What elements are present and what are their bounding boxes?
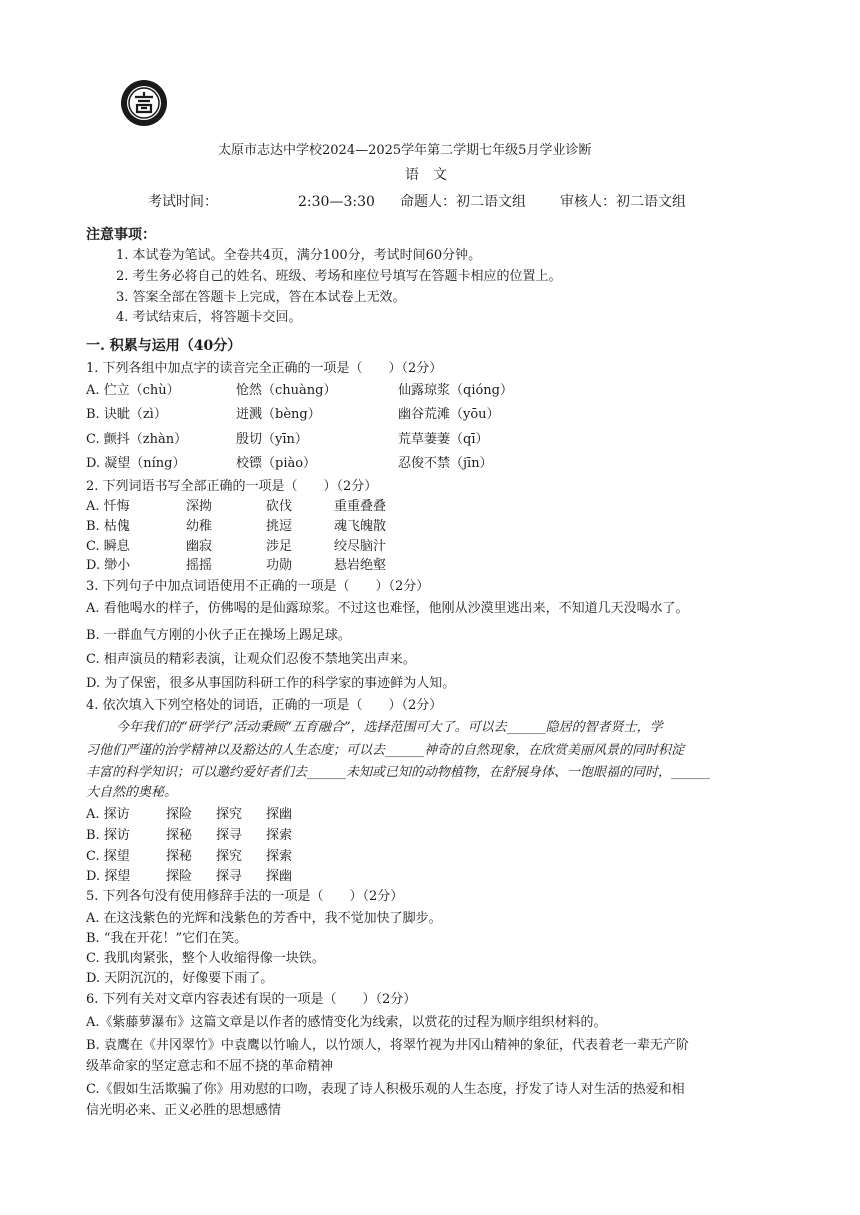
q1-a-2: 怆然（chuàng） xyxy=(236,383,337,398)
q4-passage-line: 丰富的科学知识；可以邀约爱好者们去______未知或已知的动物植物，在舒展身体、一饱眼福的同时，______ xyxy=(86,765,711,780)
q1-c-2: 殷切（yīn） xyxy=(236,432,308,447)
q1-b-1: B. 诀眦（zì） xyxy=(86,407,167,422)
q6-stem: 6. 下列有关对文章内容表述有误的一项是（ ）（2分） xyxy=(86,992,417,1007)
q2-b-1: B. 枯傀 xyxy=(86,519,130,534)
note-item: 1. 本试卷为笔试。全卷共4页，满分100分，考试时间60分钟。 xyxy=(116,248,482,263)
q6-line: 信光明必来、正义必胜的思想感情 xyxy=(86,1103,282,1118)
q2-stem: 2. 下列词语书写全部正确的一项是（ ）（2分） xyxy=(86,479,378,494)
notes-heading: 注意事项： xyxy=(86,227,156,243)
q5-option-c: C. 我肌肉紧张，整个人收缩得像一块铁。 xyxy=(86,951,325,966)
q4-d-1: D. 探望 xyxy=(86,869,131,884)
time-label: 考试时间： xyxy=(148,194,218,210)
time-value: 2:30—3:30 xyxy=(298,194,375,210)
q4-c-2: 探秘 xyxy=(166,849,193,864)
q2-b-3: 挑逗 xyxy=(266,519,293,534)
q2-c-1: C. 瞬息 xyxy=(86,539,130,554)
q2-a-3: 砍伐 xyxy=(266,499,293,514)
exam-title: 太原市志达中学校2024—2025学年第二学期七年级5月学业诊断 xyxy=(218,143,592,158)
q5-option-b: B. “我在开花！”它们在笑。 xyxy=(86,931,248,946)
q4-c-3: 探究 xyxy=(216,849,243,864)
note-item: 3. 答案全部在答题卡上完成，答在本试卷上无效。 xyxy=(116,290,406,305)
q1-c-1: C. 颤抖（zhàn） xyxy=(86,432,188,447)
q1-d-3: 忍俊不禁（jīn） xyxy=(398,456,493,471)
q3-option-b: B. 一群血气方刚的小伙子正在操场上踢足球。 xyxy=(86,628,351,643)
q2-d-2: 摇摇 xyxy=(186,558,213,573)
q4-passage-line: 今年我们的“研学行”活动秉顾“五育融合”，选择范围可大了。可以去______隐居的智者贤士，学 xyxy=(116,720,663,735)
q4-b-3: 探寻 xyxy=(216,828,243,843)
q2-b-2: 幼稚 xyxy=(186,519,213,534)
q6-line: C.《假如生活欺骗了你》用劝慰的口吻，表现了诗人积极乐观的人生态度，抒发了诗人对生活的热爱和相 xyxy=(86,1082,685,1097)
q2-c-3: 涉足 xyxy=(266,539,293,554)
q3-option-c: C. 相声演员的精彩表演，让观众们忍俊不禁地笑出声来。 xyxy=(86,652,416,667)
q3-option-d: D. 为了保密，很多从事国防科研工作的科学家的事迹鲜为人知。 xyxy=(86,676,456,691)
q4-c-4: 探索 xyxy=(266,849,293,864)
q4-stem: 4. 依次填入下列空格处的词语，正确的一项是（ ）（2分） xyxy=(86,698,443,713)
q5-stem: 5. 下列各句没有使用修辞手法的一项是（ ）（2分） xyxy=(86,889,404,904)
q4-passage-line: 习他们严谨的治学精神以及豁达的人生态度；可以去______神奇的自然现象，在欣赏美丽风景的同时积淀 xyxy=(86,743,685,758)
q2-b-4: 魂飞魄散 xyxy=(334,519,387,534)
q2-a-4: 重重叠叠 xyxy=(334,499,387,514)
q2-a-1: A. 忏悔 xyxy=(86,499,130,514)
q5-option-a: A. 在这浅紫色的光辉和浅紫色的芳香中，我不觉加快了脚步。 xyxy=(86,911,442,926)
q4-d-2: 探险 xyxy=(166,869,193,884)
q4-d-4: 探幽 xyxy=(266,869,293,884)
q2-d-3: 功勋 xyxy=(266,558,293,573)
q3-option-a: A. 看他喝水的样子，仿佛喝的是仙露琼浆。不过这也难怪，他刚从沙漠里逃出来，不知道几天没喝水了。 xyxy=(86,601,689,616)
q4-a-4: 探幽 xyxy=(266,807,293,822)
note-item: 2. 考生务必将自己的姓名、班级、考场和座位号填写在答题卡相应的位置上。 xyxy=(116,269,562,284)
q1-b-3: 幽谷荒滩（yōu） xyxy=(398,407,500,422)
q1-b-2: 迸溅（bèng） xyxy=(236,407,321,422)
q5-option-d: D. 天阴沉沉的，好像要下雨了。 xyxy=(86,971,274,986)
q6-line: A.《紫藤萝瀑布》这篇文章是以作者的感情变化为线索，以赏花的过程为顺序组织材料的。 xyxy=(86,1015,607,1030)
q1-stem: 1. 下列各组中加点字的读音完全正确的一项是（ ）（2分） xyxy=(86,361,443,376)
school-logo xyxy=(120,79,168,127)
q1-a-3: 仙露琼浆（qióng） xyxy=(398,383,514,398)
q1-d-2: 校镖（piào） xyxy=(236,456,317,471)
subject: 语 文 xyxy=(405,167,447,183)
q2-d-1: D. 缈小 xyxy=(86,558,131,573)
q1-d-1: D. 凝望（níng） xyxy=(86,456,186,471)
q4-b-4: 探索 xyxy=(266,828,293,843)
q6-line: 级革命家的坚定意志和不屈不挠的革命精神 xyxy=(86,1059,334,1074)
q6-line: B. 袁鹰在《井冈翠竹》中袁鹰以竹喻人，以竹颂人，将翠竹视为井冈山精神的象征，代表着老一辈无产阶 xyxy=(86,1038,689,1053)
q2-d-4: 悬岩绝壑 xyxy=(334,558,387,573)
q4-d-3: 探寻 xyxy=(216,869,243,884)
reviewer: 审核人：初二语文组 xyxy=(560,194,686,210)
q4-a-2: 探险 xyxy=(166,807,193,822)
q4-c-1: C. 探望 xyxy=(86,849,130,864)
q2-a-2: 深拗 xyxy=(186,499,213,514)
note-item: 4. 考试结束后，将答题卡交回。 xyxy=(116,310,302,325)
q4-a-1: A. 探访 xyxy=(86,807,130,822)
q4-b-1: B. 探访 xyxy=(86,828,130,843)
q1-c-3: 荒草萋萋（qī） xyxy=(398,432,489,447)
section-heading: 一. 积累与运用（40分） xyxy=(86,338,242,354)
author: 命题人：初二语文组 xyxy=(400,194,526,210)
q2-c-4: 绞尽脑汁 xyxy=(334,539,387,554)
q2-c-2: 幽寂 xyxy=(186,539,213,554)
q4-b-2: 探秘 xyxy=(166,828,193,843)
q4-passage-line: 大自然的奥秘。 xyxy=(86,785,178,800)
q1-a-1: A. 伫立（chù） xyxy=(86,383,180,398)
q4-a-3: 探究 xyxy=(216,807,243,822)
q3-stem: 3. 下列句子中加点词语使用不正确的一项是（ ）（2分） xyxy=(86,579,430,594)
